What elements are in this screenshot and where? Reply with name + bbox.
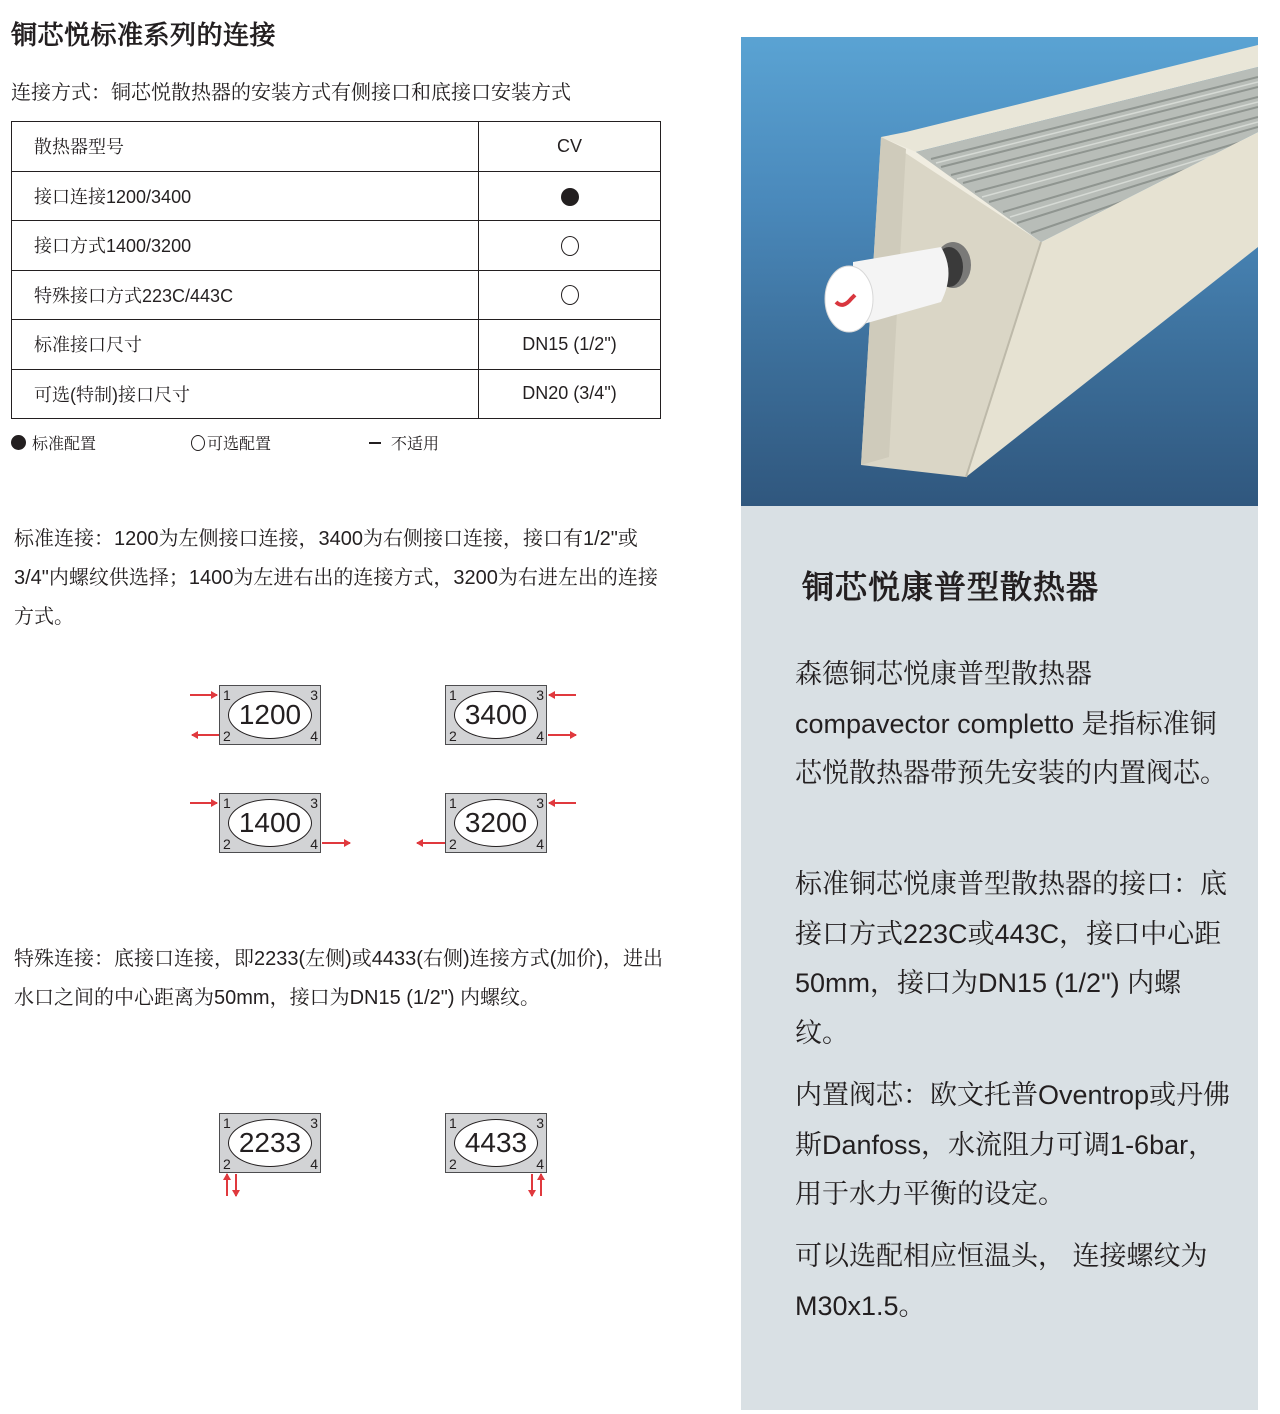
port-label: 3: [536, 1115, 544, 1131]
table-row: [12, 270, 661, 320]
port-label: 4: [536, 836, 544, 852]
outflow-arrow-icon: [322, 842, 350, 844]
connection-code: 3400: [454, 691, 538, 739]
table-row: [12, 171, 661, 221]
port-label: 3: [310, 1115, 318, 1131]
product-connection-info: 标准铜芯悦康普型散热器的接口：底接口方式223C或443C，接口中心距50mm，接口为DN15 (1/2") 内螺纹。: [795, 869, 1227, 1048]
outflow-arrow-icon: [235, 1174, 237, 1196]
table-row: [12, 320, 661, 370]
port-label: 1: [223, 795, 231, 811]
port-label: 2: [449, 1156, 457, 1172]
standard-dot-icon: [11, 435, 26, 450]
product-description: 森德铜芯悦康普型散热器compavector completto 是指标准铜芯悦散热器带预先安装的内置阀芯。: [795, 659, 1227, 788]
table-cell-label: 接口方式1400/3200: [12, 221, 479, 271]
connection-code: 4433: [454, 1119, 538, 1167]
port-label: 2: [449, 728, 457, 744]
table-header-row: [12, 122, 661, 172]
inflow-arrow-icon: [549, 694, 576, 696]
connection-code: 2233: [228, 1119, 312, 1167]
table-cell-label: 标准接口尺寸: [12, 320, 479, 370]
port-label: 2: [223, 836, 231, 852]
legend-not-applicable: [369, 431, 439, 454]
connection-diagram-1400: [219, 793, 321, 853]
connection-code: 1400: [228, 799, 312, 847]
table-cell-value: DN15 (1/2"): [479, 320, 661, 370]
table-cell-value: [479, 171, 661, 221]
port-label: 2: [449, 836, 457, 852]
port-label: 3: [536, 795, 544, 811]
table-legend: [11, 431, 439, 454]
radiator-illustration-icon: [741, 37, 1258, 506]
port-label: 4: [310, 836, 318, 852]
inflow-arrow-icon: [549, 802, 576, 804]
port-label: 1: [223, 687, 231, 703]
port-label: 1: [223, 1115, 231, 1131]
product-valve-info: 内置阀芯：欧文托普Oventrop或丹佛斯Danfoss，水流阻力可调1-6bar，用于水力平衡的设定。: [795, 1080, 1231, 1209]
legend-label: 标准配置: [32, 436, 97, 453]
port-label: 1: [449, 1115, 457, 1131]
inflow-arrow-icon: [540, 1174, 542, 1196]
page-title: 铜芯悦标准系列的连接: [11, 20, 277, 50]
table-cell-value: [479, 270, 661, 320]
connection-diagram-2233: [219, 1113, 321, 1173]
table-cell-label: 散热器型号: [12, 122, 479, 172]
product-photo: [741, 37, 1258, 506]
intro-text: 连接方式：铜芯悦散热器的安装方式有侧接口和底接口安装方式: [11, 82, 571, 104]
legend-label: 可选配置: [207, 436, 272, 453]
legend-label: 不适用: [391, 436, 440, 453]
outflow-arrow-icon: [548, 734, 576, 736]
legend-standard: [11, 431, 191, 454]
legend-optional: [191, 431, 369, 454]
connection-code: 1200: [228, 691, 312, 739]
dash-icon: [369, 442, 381, 444]
standard-connection-text: 标准连接：1200为左侧接口连接，3400为右侧接口连接，接口有1/2"或3/4"内螺纹供选择；1400为左进右出的连接方式，3200为右进左出的连接方式。: [14, 528, 658, 628]
port-label: 3: [536, 687, 544, 703]
connection-diagram-3200: [445, 793, 547, 853]
inflow-arrow-icon: [226, 1174, 228, 1196]
table-cell-value: [479, 221, 661, 271]
inflow-arrow-icon: [190, 694, 217, 696]
optional-circle-icon: [561, 236, 579, 256]
connection-diagram-1200: [219, 685, 321, 745]
port-label: 4: [536, 1156, 544, 1172]
outflow-arrow-icon: [531, 1174, 533, 1196]
outflow-arrow-icon: [192, 734, 219, 736]
port-label: 4: [310, 728, 318, 744]
table-cell-label: 可选(特制)接口尺寸: [12, 369, 479, 419]
connection-diagram-4433: [445, 1113, 547, 1173]
port-label: 1: [449, 687, 457, 703]
inflow-arrow-icon: [190, 802, 217, 804]
standard-dot-icon: [561, 188, 579, 206]
table-cell-label: 特殊接口方式223C/443C: [12, 270, 479, 320]
table-cell-value: DN20 (3/4"): [479, 369, 661, 419]
port-label: 1: [449, 795, 457, 811]
table-row: [12, 369, 661, 419]
optional-circle-icon: [561, 285, 579, 305]
product-thermostat-info: 可以选配相应恒温头， 连接螺纹为M30x1.5。: [795, 1241, 1208, 1321]
product-title: 铜芯悦康普型散热器: [802, 569, 1100, 605]
port-label: 4: [536, 728, 544, 744]
port-label: 2: [223, 728, 231, 744]
special-connection-text: 特殊连接：底接口连接，即2233(左侧)或4433(右侧)连接方式(加价)，进出水口之间的中心距离为50mm，接口为DN15 (1/2") 内螺纹。: [14, 948, 663, 1009]
port-label: 2: [223, 1156, 231, 1172]
outflow-arrow-icon: [417, 842, 445, 844]
table-cell-label: 接口连接1200/3400: [12, 171, 479, 221]
table-cell-value: CV: [479, 122, 661, 172]
table-row: [12, 221, 661, 271]
port-label: 3: [310, 795, 318, 811]
optional-circle-icon: [191, 435, 205, 451]
connection-code: 3200: [454, 799, 538, 847]
connection-spec-table: [11, 121, 661, 419]
port-label: 3: [310, 687, 318, 703]
port-label: 4: [310, 1156, 318, 1172]
connection-diagram-3400: [445, 685, 547, 745]
